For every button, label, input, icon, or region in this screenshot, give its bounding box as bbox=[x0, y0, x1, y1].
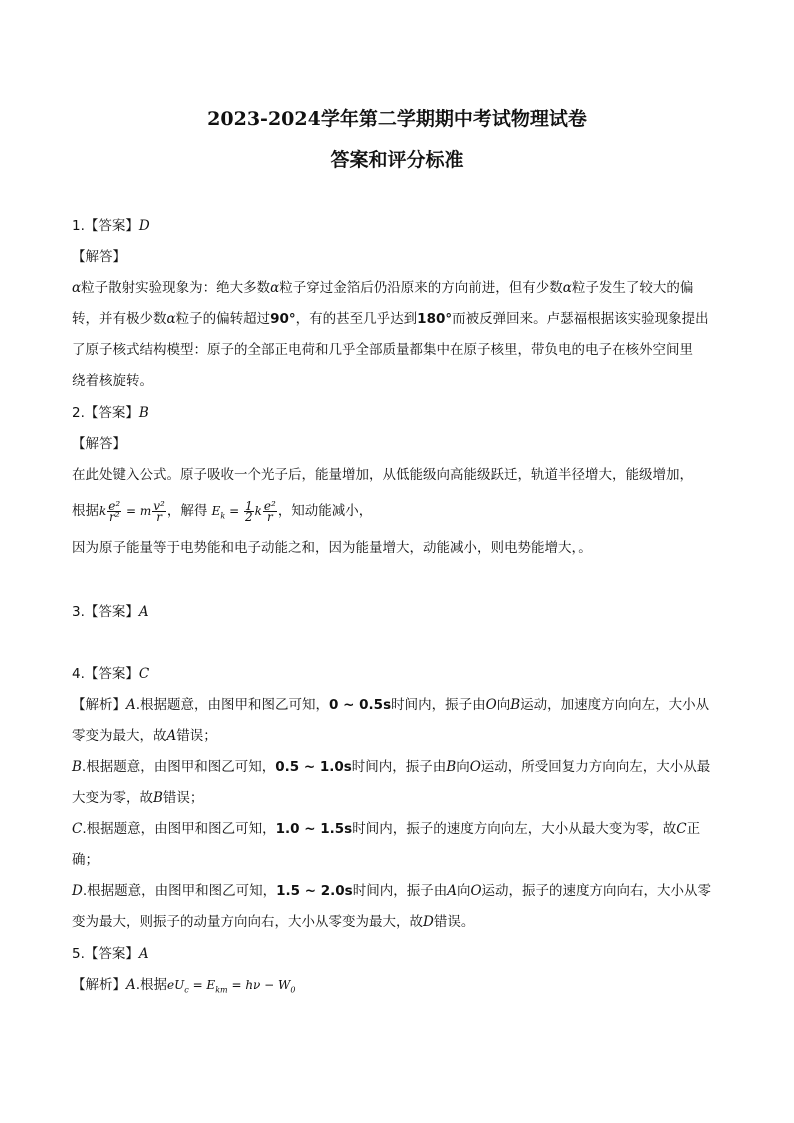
q4-option-a-line-1: 【解析】A.根据题意，由图甲和图乙可知，0 ~ 0.5s时间内，振子由O向B运动，加速度方向向左，大小从 bbox=[72, 697, 710, 713]
q2-fraction-e2-r2: $\frac{\text{e²}}{\text{r²}}$ bbox=[108, 498, 121, 524]
document-title: 2023-2024学年第二学期期中考试物理试卷 bbox=[207, 108, 587, 130]
q4-answer-line: 4.【答案】C bbox=[72, 666, 150, 682]
q2-fraction-v2-r: $\frac{\text{v²}}{r}$ bbox=[153, 498, 165, 524]
q2-explanation-tag: 【解答】 bbox=[72, 436, 126, 452]
q2-explanation-line-3: 因为原子能量等于电势能和电子动能之和，因为能量增大，动能减小，则电势能增大，。 bbox=[72, 540, 592, 556]
q4-option-b-line-2: 大变为零，故B错误； bbox=[72, 790, 204, 806]
document-subtitle: 答案和评分标准 bbox=[330, 149, 464, 171]
q2-answer-line: 2.【答案】B bbox=[72, 405, 149, 421]
q3-answer: A bbox=[138, 604, 149, 620]
q1-explanation-tag: 【解答】 bbox=[72, 249, 126, 265]
q1-number: 1. bbox=[72, 218, 85, 234]
q2-answer: B bbox=[138, 405, 149, 421]
q2-fraction-half: $\frac{1}{2}$ bbox=[244, 498, 253, 524]
q5-answer-line: 5.【答案】A bbox=[72, 946, 149, 962]
q2-fraction-e2-r: $\frac{\text{e²}}{r}$ bbox=[263, 498, 276, 524]
q1-explanation-line-3: 了原子核式结构模型：原子的全部正电荷和几乎全部质量都集中在原子核里，带负电的电子在核外空间里 bbox=[72, 342, 693, 358]
q2-explanation-line-1: 在此处键入公式。原子吸收一个光子后，能量增加，从低能级向高能级跃迁，轨道半径增大，能级增加， bbox=[72, 467, 693, 483]
q2-explanation-line-2: 根据k $\frac{\text{e²}}{\text{r²}}$ = m $\frac{\text{v²}}{r}$ ，解得 $E_k$ = $\frac{1}{2}$ k $\frac{\text{e²}}{r}$ ，知动能减小， bbox=[72, 498, 373, 524]
q5-explanation-line-1: 【解析】A.根据$eU_c = E_{km} = h\nu - W_0$ bbox=[72, 977, 296, 995]
q1-explanation-line-2: 转，并有极少数α粒子的偏转超过90°，有的甚至几乎达到180°而被反弹回来。卢瑟福根据该实验现象提出 bbox=[72, 311, 709, 327]
q4-option-d-line-2: 变为最大，则振子的动量方向向右，大小从零变为最大，故D错误。 bbox=[72, 914, 475, 930]
q3-answer-line: 3.【答案】A bbox=[72, 604, 149, 620]
q1-answer-line bbox=[72, 216, 722, 236]
q1-answer-tag: 【答案】 bbox=[84, 218, 139, 234]
q5-answer: A bbox=[138, 946, 149, 962]
q4-option-d-line-1: D.根据题意，由图甲和图乙可知，1.5 ~ 2.0s时间内，振子由A向O运动，振子的速度方向向右，大小从零 bbox=[72, 883, 712, 899]
q1-explanation-line-4: 绕着核旋转。 bbox=[72, 373, 153, 389]
q4-option-a-line-2: 零变为最大，故A错误； bbox=[72, 728, 217, 744]
q1-answer: D bbox=[138, 218, 150, 234]
q4-option-c-line-1: C.根据题意，由图甲和图乙可知，1.0 ~ 1.5s时间内，振子的速度方向向左，大小从最大变为零，故C正 bbox=[72, 821, 701, 837]
q4-option-b-line-1: B.根据题意，由图甲和图乙可知，0.5 ~ 1.0s时间内，振子由B向O运动，所受回复力方向向左，大小从最 bbox=[72, 759, 711, 775]
q4-answer: C bbox=[138, 666, 150, 682]
q1-explanation-line-1: α粒子散射实验现象为：绝大多数α粒子穿过金箔后仍沿原来的方向前进，但有少数α粒子发生了较大的偏 bbox=[72, 280, 694, 296]
q4-option-c-line-2: 确； bbox=[72, 852, 99, 868]
